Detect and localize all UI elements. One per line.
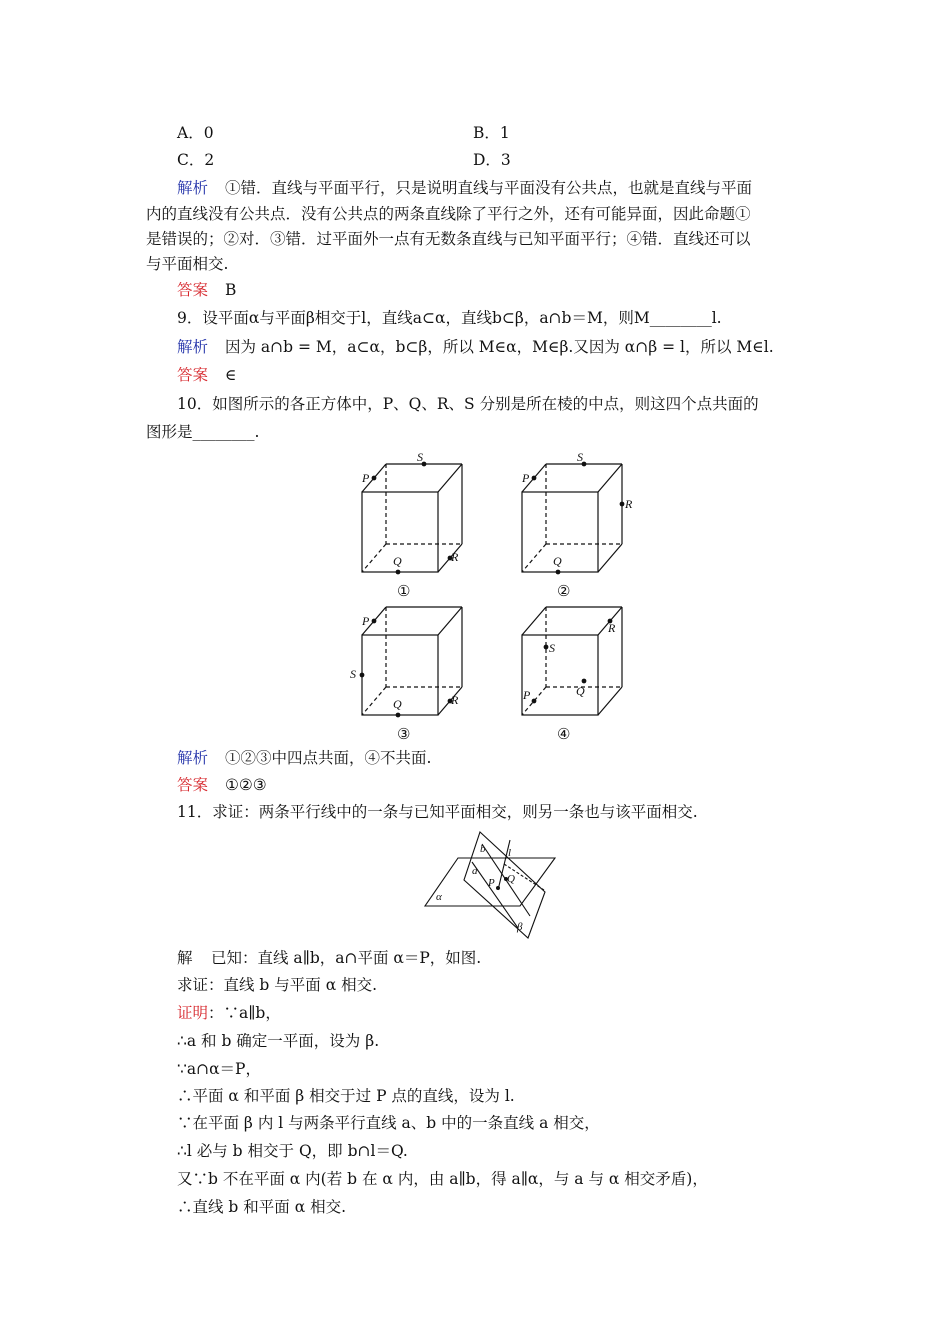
label-beta: β	[517, 921, 523, 933]
q10-question-line: 10．如图所示的各正方体中，P、Q、R、S 分别是所在棱的中点，则这四个点共面的	[177, 395, 759, 413]
proof-line: ∴a 和 b 确定一平面，设为 β.	[177, 1032, 380, 1050]
analysis-label: 解析	[177, 749, 209, 767]
known-text: 已知：直线 a∥b，a∩平面 α＝P，如图.	[211, 949, 482, 967]
label-r: R	[451, 693, 459, 707]
q11-proof-first	[177, 1000, 837, 1026]
label-p: P	[488, 877, 495, 889]
q9-analysis-line	[177, 334, 837, 360]
label-r: R	[451, 550, 459, 564]
cube-3	[362, 607, 462, 715]
proof-label: 证明	[177, 1004, 209, 1022]
proof-line: 又∵b 不在平面 α 内(若 b 在 α 内，由 a∥b，得 a∥α，与 a 与 α 相交矛盾)，	[177, 1170, 708, 1188]
option-c: C．2	[177, 151, 215, 169]
option-d: D．3	[473, 151, 511, 169]
answer-value: B	[225, 281, 237, 299]
analysis-label: 解析	[177, 338, 209, 356]
option-a: A．0	[177, 124, 214, 142]
analysis-text: 因为 a∩b = M，a⊂α，b⊂β，所以 M∈α，M∈β.又因为 α∩β = l，所以 M∈l.	[225, 338, 774, 356]
label-p: P	[362, 471, 370, 485]
proof-line: ∴平面 α 和平面 β 相交于过 P 点的直线，设为 l.	[177, 1087, 515, 1105]
label-s: S	[417, 450, 423, 464]
proof-text: ：∵a∥b，	[208, 1004, 281, 1022]
q10-question-line: 图形是________.	[146, 423, 260, 441]
label-q: Q	[393, 554, 402, 568]
cube-figures	[340, 446, 660, 746]
cube-1	[362, 464, 462, 572]
q8-analysis-line: 是错误的；②对．③错．过平面外一点有无数条直线与已知平面平行；④错．直线还可以	[146, 230, 751, 248]
q11-prove: 求证：直线 b 与平面 α 相交.	[177, 976, 378, 994]
q11-question: 11．求证：两条平行线中的一条与已知平面相交，则另一条也与该平面相交.	[177, 803, 698, 821]
q9-question: 9．设平面α与平面β相交于l，直线a⊂α，直线b⊂β，a∩b＝M，则M________l.	[177, 309, 722, 327]
figure-label-3: ③	[397, 725, 411, 743]
q8-analysis-line: 内的直线没有公共点．没有公共点的两条直线除了平行之外，还有可能异面，因此命题①	[146, 205, 751, 223]
label-p: P	[523, 688, 531, 702]
label-q: Q	[576, 684, 585, 698]
proof-line: ∵在平面 β 内 l 与两条平行直线 a、b 中的一条直线 a 相交，	[177, 1114, 600, 1132]
label-r: R	[625, 497, 633, 511]
plane-beta	[464, 832, 545, 938]
q8-answer-line	[177, 277, 837, 303]
solution-label: 解	[177, 949, 193, 967]
label-s: S	[549, 641, 555, 655]
label-r: R	[608, 621, 616, 635]
cube-4	[522, 607, 622, 715]
analysis-text: ①错．直线与平面平行，只是说明直线与平面没有公共点，也就是直线与平面	[225, 179, 753, 197]
answer-value: ①②③	[225, 776, 267, 794]
label-p: P	[362, 614, 370, 628]
label-s: S	[350, 667, 356, 681]
q10-analysis-line	[177, 745, 837, 771]
option-b: B．1	[473, 124, 510, 142]
label-q: Q	[553, 554, 562, 568]
label-s: S	[577, 450, 583, 464]
proof-line: ∵a∩α＝P，	[177, 1060, 261, 1078]
label-b: b	[480, 843, 486, 855]
figure-label-4: ④	[557, 725, 571, 743]
answer-label: 答案	[177, 776, 209, 794]
q8-analysis-line	[177, 175, 837, 201]
q9-answer-line	[177, 362, 837, 388]
figure-label-2: ②	[557, 582, 571, 600]
analysis-label: 解析	[177, 179, 209, 197]
label-l: l	[508, 847, 512, 859]
label-alpha: α	[436, 891, 442, 903]
line-a	[472, 862, 518, 928]
analysis-text: ①②③中四点共面，④不共面.	[225, 749, 432, 767]
answer-value: ∈	[225, 366, 237, 384]
figure-label-1: ①	[397, 582, 411, 600]
cube-2	[522, 464, 622, 572]
label-q: Q	[393, 697, 402, 711]
answer-label: 答案	[177, 366, 209, 384]
answer-label: 答案	[177, 281, 209, 299]
label-q: Q	[507, 873, 515, 885]
label-p: P	[522, 471, 530, 485]
proof-line: ∴l 必与 b 相交于 Q，即 b∩l＝Q.	[177, 1142, 408, 1160]
planes-figure	[420, 828, 565, 940]
proof-line: ∴直线 b 和平面 α 相交.	[177, 1198, 347, 1216]
q10-answer-line	[177, 772, 837, 798]
q8-analysis-line: 与平面相交.	[146, 255, 229, 273]
q11-known-line	[177, 945, 837, 971]
label-a: a	[472, 865, 478, 877]
